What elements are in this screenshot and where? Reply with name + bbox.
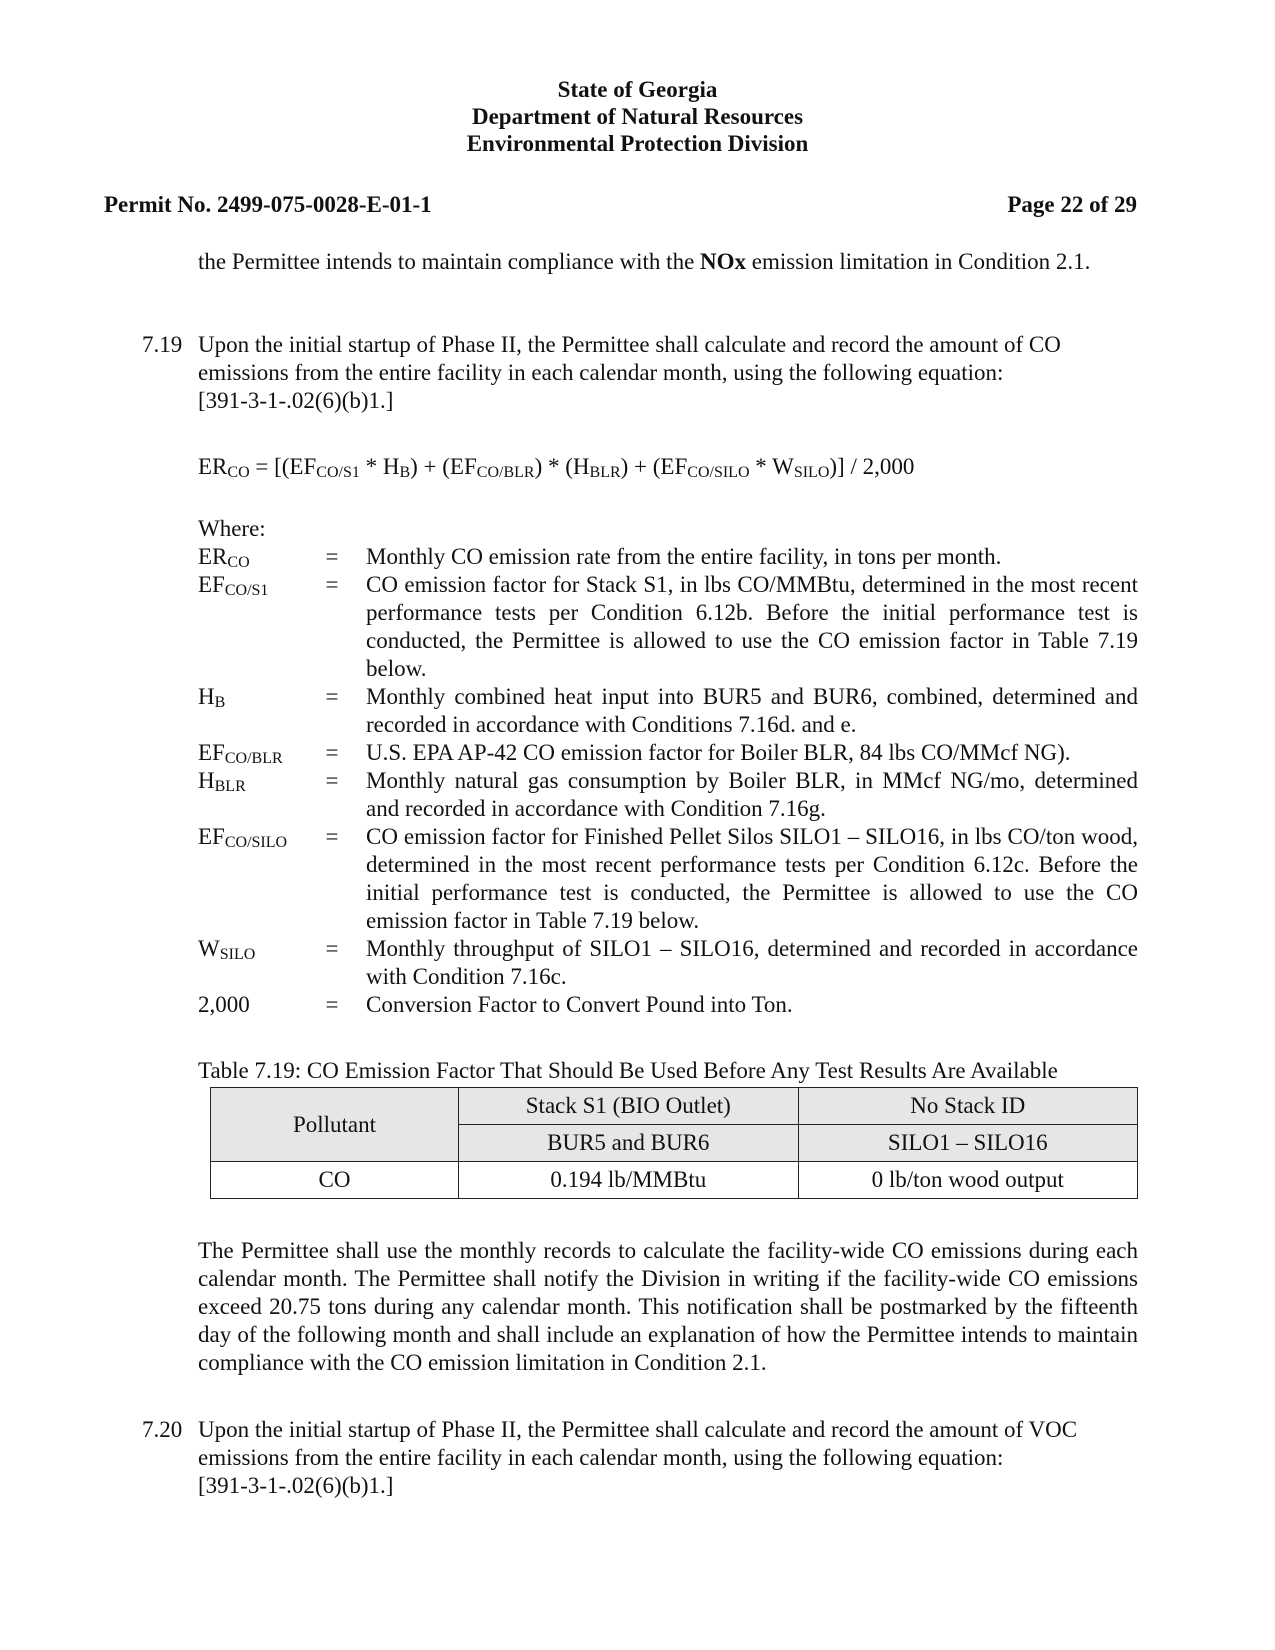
- condition-7-20-body: [198, 1416, 1138, 1500]
- condition-7-19-text: Upon the initial startup of Phase II, the Permittee shall calculate and record the amount of CO emissions from the entire facility in each calendar month, using the following equation:: [198, 332, 1061, 385]
- cell-silo-factor: 0 lb/ton wood output: [798, 1162, 1137, 1199]
- header-no-stack-id: No Stack ID: [798, 1088, 1137, 1125]
- condition-7-20-reference: [391-3-1-.02(6)(b)1.]: [198, 1473, 394, 1498]
- agency-header: [0, 76, 1275, 157]
- header-department: Department of Natural Resources: [471, 104, 804, 129]
- condition-number-7-19: 7.19: [142, 332, 183, 357]
- where-heading: Where:: [198, 516, 266, 541]
- table-caption: Table 7.19: CO Emission Factor That Should Be Used Before Any Test Results Are Available: [198, 1058, 1058, 1083]
- cell-pollutant: CO: [211, 1162, 459, 1199]
- header-division: Environmental Protection Division: [466, 131, 809, 156]
- co-notification-paragraph: The Permittee shall use the monthly records to calculate the facility-wide CO emissions during each calendar month. The Permittee shall notify the Division in writing if the facility-wide CO emissions exceed 20.75 tons during any calendar month. This notification shall be postmarked by the fifteenth day of the following month and shall include an explanation of how the Permittee intends to maintain compliance with the CO emission limitation in Condition 2.1.: [198, 1238, 1138, 1375]
- cell-stack-s1-factor: 0.194 lb/MMBtu: [459, 1162, 799, 1199]
- header-pollutant: Pollutant: [211, 1088, 459, 1162]
- condition-number-7-20: 7.20: [142, 1417, 183, 1442]
- header-stack-s1: Stack S1 (BIO Outlet): [459, 1088, 799, 1125]
- header-bur5-bur6: BUR5 and BUR6: [459, 1125, 799, 1162]
- emission-factor-table: [210, 1087, 1138, 1199]
- table-header-row: [211, 1088, 1138, 1125]
- page-number: Page 22 of 29: [1007, 192, 1137, 217]
- condition-7-19-body: [198, 331, 1138, 415]
- permit-number: Permit No. 2499-075-0028-E-01-1: [104, 192, 432, 217]
- condition-7-20-text: Upon the initial startup of Phase II, the Permittee shall calculate and record the amount of VOC emissions from the entire facility in each calendar month, using the following equation:: [198, 1417, 1078, 1470]
- condition-7-19-reference: [391-3-1-.02(6)(b)1.]: [198, 388, 394, 413]
- nox-term: NOx: [700, 249, 747, 274]
- header-silos: SILO1 – SILO16: [798, 1125, 1137, 1162]
- table-row: [211, 1162, 1138, 1199]
- co-equation: $ER_{CO} = [(EF_{CO/S1} * H_B) + (EF_{CO/BLR}) * (H_{BLR}) + (EF_{CO/SILO} * W_{SILO})] / 2,000$: [198, 454, 915, 481]
- header-state: State of Georgia: [557, 77, 718, 102]
- continuation-paragraph: [198, 248, 1138, 276]
- continuation-text-post: emission limitation in Condition 2.1.: [746, 249, 1091, 274]
- continuation-text-pre: the Permittee intends to maintain compliance with the: [198, 249, 701, 274]
